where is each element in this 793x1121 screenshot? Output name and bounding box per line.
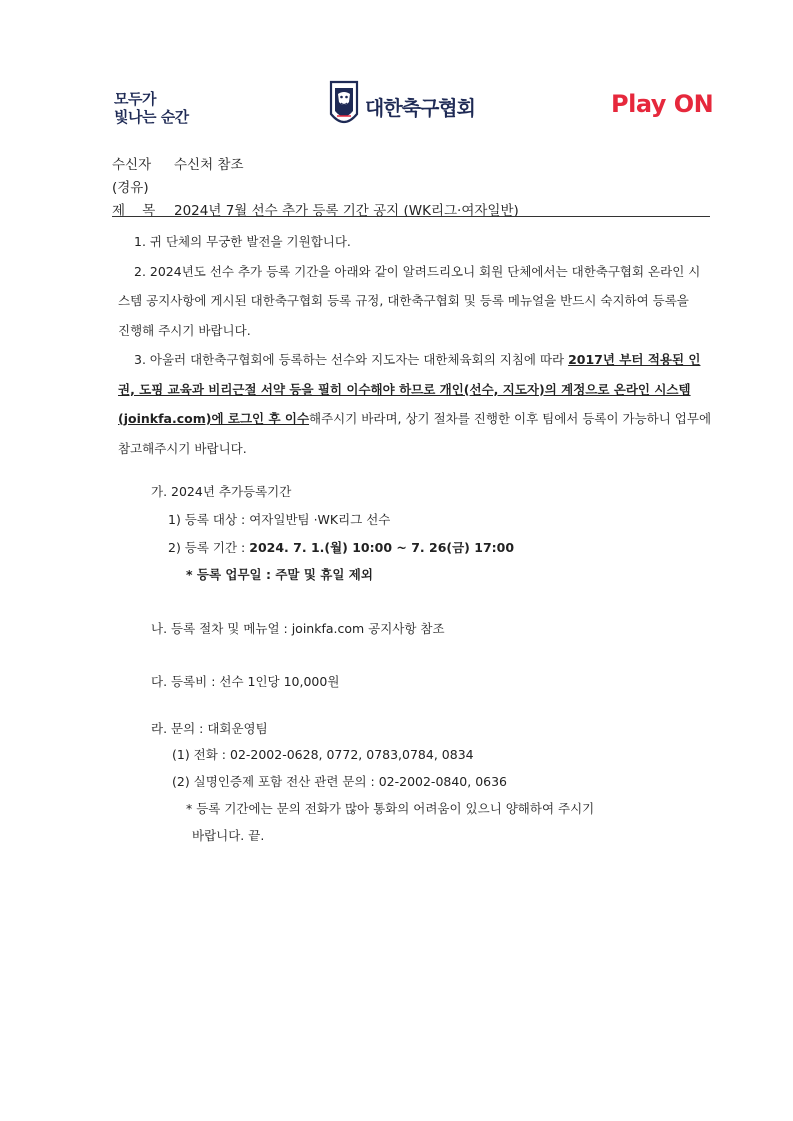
via-label: (경유) (112, 180, 149, 196)
subject-label: 제 목 (112, 203, 156, 219)
section-ra-note-line-2: 바랍니다. 끝. (192, 828, 265, 843)
slogan-line-1: 모두가 (114, 90, 156, 108)
section-ga-title: 가. 2024년 추가등록기간 (151, 484, 292, 499)
section-na: 나. 등록 절차 및 메뉴얼 : joinkfa.com 공지사항 참조 (151, 621, 445, 636)
section-ra-item-1: (1) 전화 : 02-2002-0628, 0772, 0783,0784, 0834 (172, 747, 474, 762)
paragraph-3-line-4: 참고해주시기 바랍니다. (118, 440, 247, 456)
kfa-emblem-icon (329, 80, 359, 130)
section-ga-note: * 등록 업무일 : 주말 및 휴일 제외 (186, 567, 373, 582)
recipient-row (112, 153, 244, 173)
section-ga-item-1: 1) 등록 대상 : 여자일반팀 ·WK리그 선수 (168, 512, 391, 527)
paragraph-2-line-1: 2. 2024년도 선수 추가 등록 기간을 아래와 같이 알려드리오니 회원 단체에서는 대한축구협회 온라인 시 (134, 263, 701, 279)
section-ra-note-line-1: * 등록 기간에는 문의 전화가 많아 통화의 어려움이 있으니 양해하여 주시기 (186, 801, 595, 816)
paragraph-3-line-1 (118, 345, 713, 375)
body-text (118, 227, 713, 463)
paragraph-3-continuation: 해주시기 바라며, 상기 절차를 진행한 이후 팀에서 등록이 가능하니 업무에 (309, 411, 712, 426)
paragraph-2-line-2: 스템 공지사항에 게시된 대한축구협회 등록 규정, 대한축구협회 및 등록 메뉴얼을 반드시 숙지하여 등록을 (118, 293, 689, 308)
recipient-value: 수신처 참조 (174, 157, 244, 173)
registration-period-label: 2) 등록 기간 : (168, 540, 250, 555)
section-ra-item-2: (2) 실명인증제 포함 전산 관련 문의 : 02-2002-0840, 0636 (172, 774, 508, 789)
paragraph-3-line-3 (118, 404, 713, 434)
registration-period-value: 2024. 7. 1.(월) 10:00 ~ 7. 26(금) 17:00 (249, 540, 515, 555)
play-on-logo: Play ON (611, 90, 714, 118)
slogan (114, 90, 189, 126)
org-name: 대한축구협회 (365, 96, 475, 120)
section-da: 다. 등록비 : 선수 1인당 10,000원 (151, 674, 340, 689)
header-divider (112, 216, 710, 217)
recipient-label: 수신자 (112, 157, 152, 173)
paragraph-3-text: 3. 아울러 대한축구협회에 등록하는 선수와 지도자는 대한체육회의 지침에 따라 (134, 352, 569, 367)
section-ga-item-2 (168, 538, 514, 556)
subject-value: 2024년 7월 선수 추가 등록 기간 공지 (WK리그·여자일반) (174, 203, 519, 219)
joinkfa-login-emphasis: (joinkfa.com)에 로그인 후 이수 (118, 411, 310, 426)
paragraph-3-line-2: 권, 도핑 교육과 비리근절 서약 등을 필히 이수해야 하므로 개인(선수, 지도자)의 계정으로 온라인 시스템 (118, 381, 691, 397)
paragraph-3-emphasis: 2017년 부터 적용된 인 (568, 352, 701, 367)
slogan-line-2: 빛나는 순간 (114, 108, 189, 126)
section-ra-title: 라. 문의 : 대회운영팀 (151, 721, 268, 736)
paragraph-1: 1. 귀 단체의 무궁한 발전을 기원합니다. (134, 234, 351, 249)
paragraph-2-line-3: 진행해 주시기 바랍니다. (118, 322, 251, 338)
